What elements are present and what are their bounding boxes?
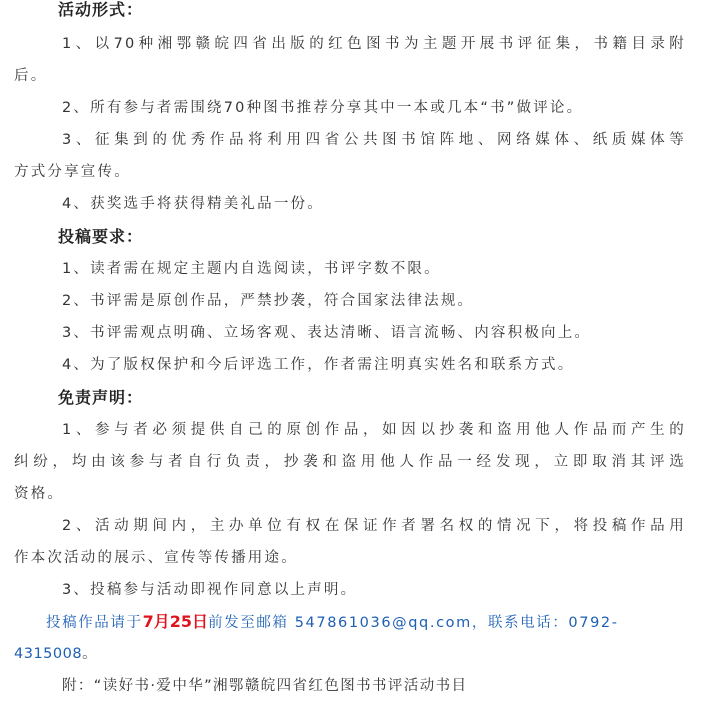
appendix-line: 附：“读好书·爱中华”湘鄂赣皖四省红色图书书评活动书目 [62, 678, 468, 694]
disclaimer-item-1c: 资格。 [14, 486, 65, 502]
submission-item-2: 2、书评需是原创作品，严禁抄袭，符合国家法律法规。 [62, 293, 475, 309]
activity-item-4: 4、获奖选手将获得精美礼品一份。 [62, 196, 324, 212]
disclaimer-item-2a: 2、活动期间内，主办单位有权在保证作者署名权的情况下，将投稿作品用 [62, 518, 686, 534]
deadline-date: 7月25日 [142, 612, 209, 631]
activity-item-3a: 3、征集到的优秀作品将利用四省公共图书馆阵地、网络媒体、纸质媒体等 [62, 132, 686, 148]
contact-line [46, 612, 713, 633]
heading-activity-form: 活动形式： [58, 0, 144, 19]
activity-item-1b: 后。 [14, 68, 48, 84]
submission-item-1: 1、读者需在规定主题内自选阅读，书评字数不限。 [62, 261, 441, 277]
heading-submission: 投稿要求： [58, 227, 144, 246]
submission-item-3: 3、书评需观点明确、立场客观、表达清晰、语言流畅、内容积极向上。 [62, 325, 592, 341]
disclaimer-item-1a: 1、参与者必须提供自己的原创作品，如因以抄袭和盗用他人作品而产生的 [62, 422, 686, 438]
contact-prefix: 投稿作品请于 [46, 615, 143, 631]
disclaimer-item-1b: 纠纷，均由该参与者自行负责，抄袭和盗用他人作品一经发现，立即取消其评选 [14, 454, 686, 470]
contact-line-2 [14, 644, 713, 664]
disclaimer-item-2b: 作本次活动的展示、宣传等传播用途。 [14, 550, 298, 566]
heading-disclaimer: 免责声明： [58, 388, 144, 407]
activity-item-1a: 1、以70种湘鄂赣皖四省出版的红色图书为主题开展书评征集，书籍目录附 [62, 36, 686, 52]
contact-email-phone[interactable]: 前发至邮箱 547861036@qq.com，联系电话：0792- [208, 615, 619, 631]
activity-item-3b: 方式分享宣传。 [14, 164, 131, 180]
disclaimer-item-3: 3、投稿参与活动即视作同意以上声明。 [62, 582, 358, 598]
submission-item-4: 4、为了版权保护和今后评选工作，作者需注明真实姓名和联系方式。 [62, 357, 575, 373]
contact-phone-cont[interactable]: 4315008 [14, 646, 83, 662]
activity-item-2: 2、所有参与者需围绕70种图书推荐分享其中一本或几本“书”做评论。 [62, 100, 584, 116]
contact-end: 。 [82, 646, 98, 662]
